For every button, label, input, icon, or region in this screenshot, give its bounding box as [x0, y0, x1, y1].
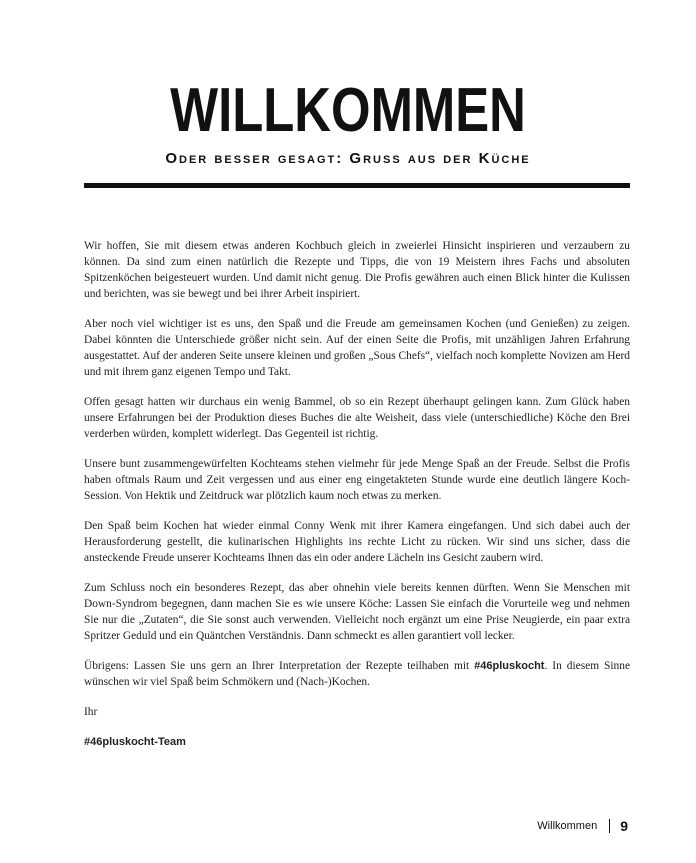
- page-number: 9: [620, 818, 628, 834]
- signature: #46pluskocht-Team: [84, 736, 186, 748]
- footer-separator: [609, 819, 610, 833]
- page-title: WILLKOMMEN: [170, 76, 526, 145]
- closing-paragraph: [84, 658, 630, 690]
- closing-text-start: Übrigens: Lassen Sie uns gern an Ihrer Interpretation der Rezepte teilhaben mit: [84, 660, 475, 672]
- page-subtitle: Oder besser gesagt: Gruss aus der Küche: [165, 150, 531, 167]
- body-text: [84, 238, 630, 764]
- paragraph-6: Zum Schluss noch ein besonderes Rezept, das aber ohnehin viele bereits kennen dürften. Wenn Sie Menschen mit Down-Syndrom begegnen, dann machen Sie es wie unsere Köche: Lassen Sie einfach die Vorurteile weg und nehmen Sie nur die „Zutaten“, die Sie sonst auch verwenden. Vielleicht noch ergänzt um eine Prise Neugierde, ein paar extra Spritzer Geduld und ein Quäntchen Verständnis. Dann schmeckt es allen garantiert voll lecker.: [84, 582, 630, 642]
- paragraph-1: Wir hoffen, Sie mit diesem etwas anderen Kochbuch gleich in zweierlei Hinsicht inspirieren und verzaubern zu können. Da sind zum einen natürlich die Rezepte und Tipps, die von 19 Meistern ihres Fachs und absoluten Spitzenköchen beigesteuert wurden. Und damit nicht genug. Die Profis gewähren auch einen Blick hinter die Kulissen und berichten, was sie bewegt und bei ihrer Arbeit inspiriert.: [84, 240, 630, 300]
- title-divider: [84, 183, 630, 188]
- paragraph-3: Offen gesagt hatten wir durchaus ein wenig Bammel, ob so ein Rezept überhaupt gelingen kann. Zum Glück haben unsere Erfahrungen bei der Produktion dieses Buches die alte Weisheit, dass viele (unterschiedliche) Köche den Brei verderben würden, komplett widerlegt. Das Gegenteil ist richtig.: [84, 396, 630, 440]
- closing-text-end: . In diesem Sinne wünschen wir viel Spaß beim Schmökern und (Nach-)Kochen.: [84, 660, 631, 688]
- paragraph-5: Den Spaß beim Kochen hat wieder einmal Conny Wenk mit ihrer Kamera eingefangen. Und sich dabei auch der Herausforderung gestellt, die kulinarischen Highlights ins rechte Licht zu rücken. Wir sind uns sicher, dass die ansteckende Freude unserer Kochteams Ihnen das ein oder andere Lächeln ins Gesicht zaubern wird.: [84, 520, 630, 564]
- footer-section-label: Willkommen: [537, 820, 598, 832]
- hashtag-link: #46pluskocht: [474, 660, 545, 672]
- sign-prefix: Ihr: [84, 706, 98, 718]
- paragraph-4: Unsere bunt zusammengewürfelten Kochteams stehen vielmehr für jede Menge Spaß an der Freude. Selbst die Profis haben oftmals Raum und Zeit vergessen und aus einer eng eingetakteten Stunde wurde eine deutlich längere Koch-Session. Von Hektik und Zeitdruck war plötzlich kaum noch etwas zu merken.: [84, 458, 630, 502]
- paragraph-2: Aber noch viel wichtiger ist es uns, den Spaß und die Freude am gemeinsamen Kochen (und Genießen) zu zeigen. Dabei könnten die Unterschiede größer nicht sein. Auf der einen Seite die Profis, mit unzähligen Jahren Erfahrung ausgestattet. Auf der anderen Seite unsere kleinen und großen „Sous Chefs“, vielfach noch komplette Novizen am Herd und mit ihrem ganz eigenen Tempo und Takt.: [84, 318, 630, 378]
- page-footer: [537, 818, 628, 834]
